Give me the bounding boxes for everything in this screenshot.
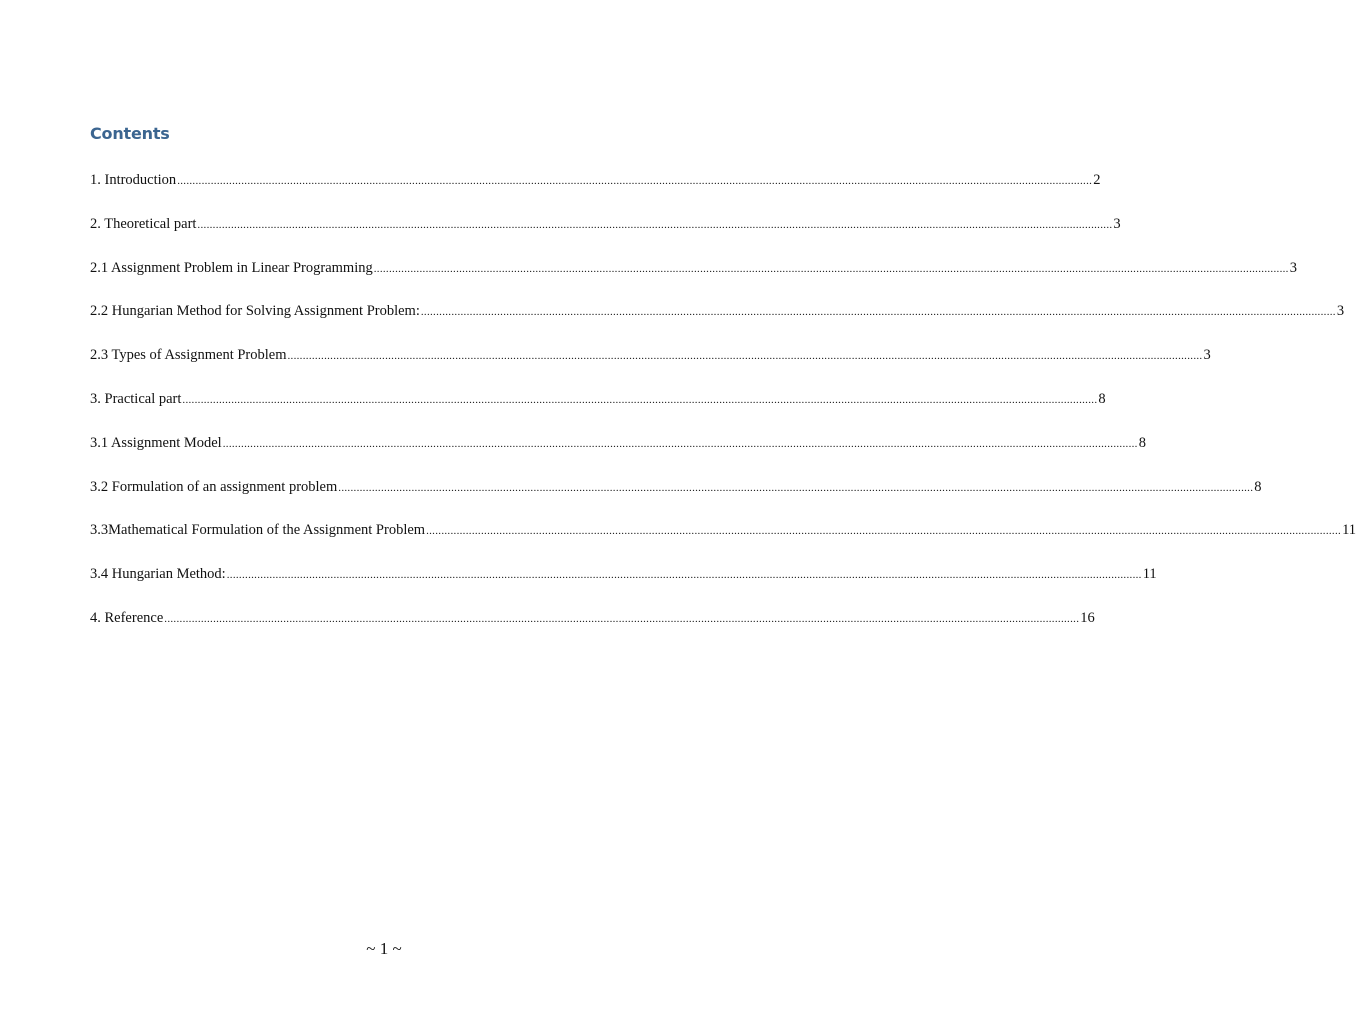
toc-entry-page: 16	[1080, 609, 1095, 626]
toc-entry-page: 3	[1336, 303, 1345, 320]
toc-entry-page: 2	[1093, 172, 1101, 188]
toc-entry-page: 8	[1098, 390, 1106, 407]
dot-leader: ............................................................................................................................................................................................................................................................................................................	[426, 525, 1342, 538]
dot-leader: ............................................................................................................................................................................................................................................................................................................	[177, 175, 1093, 187]
toc-entry-page: 11	[1142, 566, 1157, 583]
toc-entry-label: 2.2 Hungarian Method for Solving Assignment Problem:	[90, 303, 420, 320]
toc-entry-page: 11	[1342, 522, 1356, 539]
toc-entry-label: 3. Practical part	[90, 390, 182, 407]
toc-entry-page: 8	[1254, 478, 1262, 495]
toc-entry-label: 3.1 Assignment Model	[90, 434, 222, 451]
toc-entry-page: 3	[1203, 347, 1211, 364]
dot-leader: ............................................................................................................................................................................................................................................................................................................	[226, 569, 1142, 582]
toc-entry-label: 2.3 Types of Assignment Problem	[90, 347, 287, 364]
toc-entry-page: 3	[1113, 215, 1121, 232]
toc-entry-label: 2. Theoretical part	[90, 215, 197, 232]
toc-list	[90, 168, 1356, 650]
dot-leader: ............................................................................................................................................................................................................................................................................................................	[164, 612, 1080, 625]
dot-leader: ............................................................................................................................................................................................................................................................................................................	[222, 437, 1138, 450]
dot-leader: ............................................................................................................................................................................................................................................................................................................	[420, 306, 1336, 319]
toc-entry-label: 4. Reference	[90, 609, 164, 626]
dot-leader: ............................................................................................................................................................................................................................................................................................................	[373, 262, 1289, 275]
toc-entry-introduction[interactable]	[90, 168, 1101, 192]
dot-leader: ............................................................................................................................................................................................................................................................................................................	[287, 350, 1203, 363]
toc-entry-label: 3.4 Hungarian Method:	[90, 566, 226, 583]
dot-leader: ............................................................................................................................................................................................................................................................................................................	[197, 218, 1113, 231]
toc-entry-formulation[interactable]	[90, 475, 1262, 499]
toc-entry-assignment-model[interactable]	[90, 431, 1146, 455]
toc-entry-reference[interactable]	[90, 606, 1095, 630]
toc-entry-label: 3.2 Formulation of an assignment problem	[90, 478, 338, 495]
toc-entry-hungarian-method-solving[interactable]	[90, 299, 1345, 323]
toc-entry-label: 1. Introduction	[90, 172, 177, 188]
dot-leader: ............................................................................................................................................................................................................................................................................................................	[182, 393, 1098, 406]
toc-entry-practical-part[interactable]	[90, 387, 1106, 411]
toc-entry-theoretical-part[interactable]	[90, 212, 1121, 236]
toc-entry-page: 3	[1289, 259, 1297, 276]
toc-entry-assignment-problem-lp[interactable]	[90, 256, 1297, 280]
toc-entry-types-of-assignment[interactable]	[90, 343, 1211, 367]
toc-entry-label: 2.1 Assignment Problem in Linear Programming	[90, 259, 373, 276]
toc-heading: Contents	[90, 124, 170, 143]
toc-entry-hungarian-method[interactable]	[90, 562, 1157, 586]
toc-entry-page: 8	[1138, 434, 1146, 451]
toc-entry-mathematical-formulation[interactable]	[90, 518, 1356, 542]
toc-entry-label: 3.3Mathematical Formulation of the Assignment Problem	[90, 522, 426, 539]
dot-leader: ............................................................................................................................................................................................................................................................................................................	[338, 481, 1254, 494]
page-number: ~ 1 ~	[366, 939, 402, 958]
